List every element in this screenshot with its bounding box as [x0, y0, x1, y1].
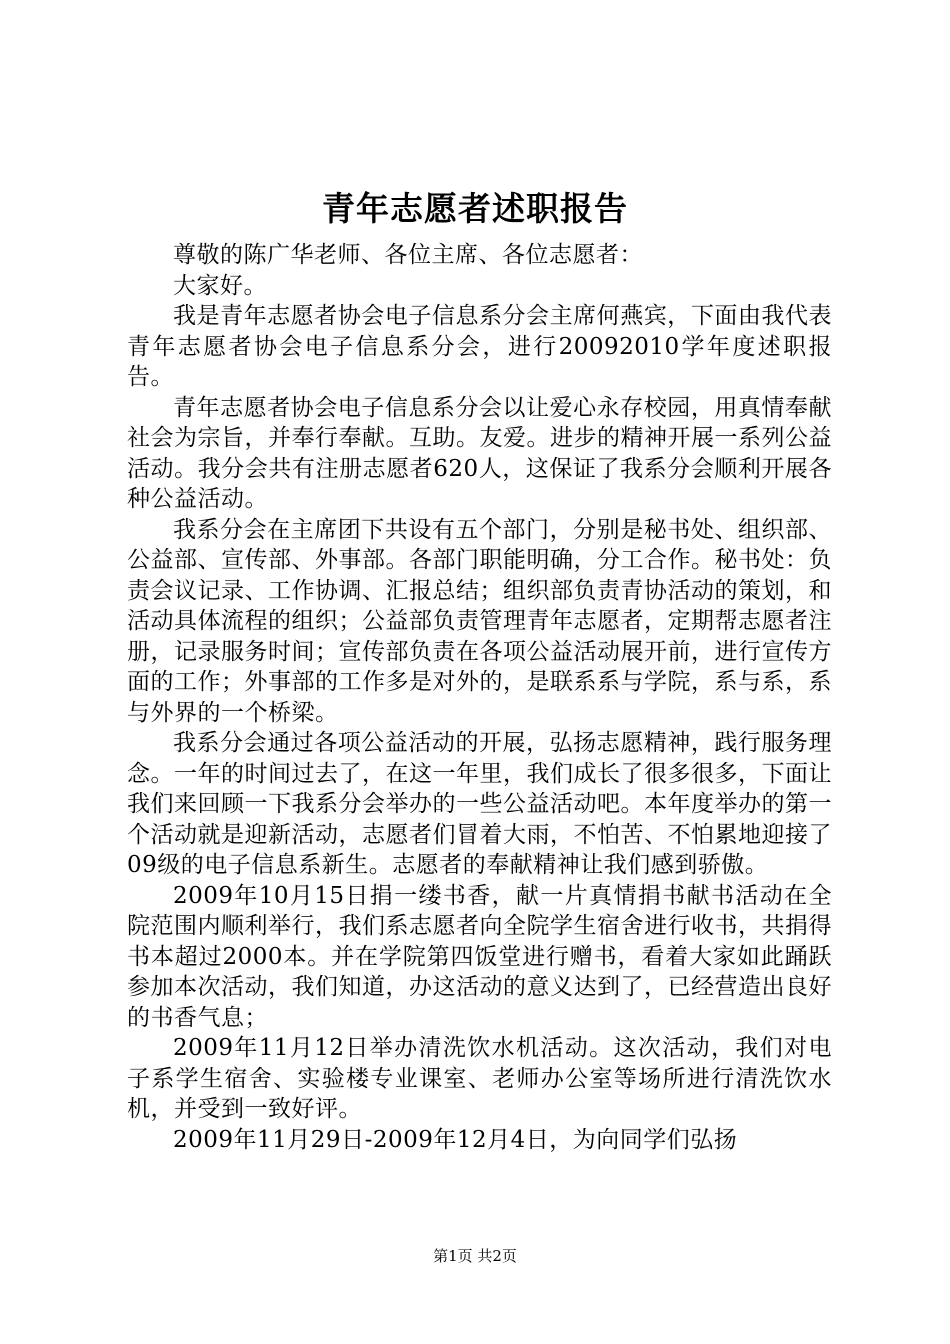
paragraph-purpose: 青年志愿者协会电子信息系分会以让爱心永存校园，用真情奉献社会为宗旨，并奉行奉献。互助。友爱。进步的精神开展一系列公益活动。我分会共有注册志愿者620人，这保证了我系分会顺利开展各种公益活动。 [127, 394, 832, 512]
paragraph-departments: 我系分会在主席团下共设有五个部门，分别是秘书处、组织部、公益部、宣传部、外事部。各部门职能明确，分工合作。秘书处：负责会议记录、工作协调、汇报总结；组织部负责青协活动的策划，和活动具体流程的组织；公益部负责管理青年志愿者，定期帮志愿者注册，记录服务时间；宣传部负责在各项公益活动展开前，进行宣传方面的工作；外事部的工作多是对外的，是联系系与学院，系与系，系与外界的一个桥梁。 [127, 516, 832, 726]
page-number-footer: 第1页 共2页 [433, 1247, 517, 1265]
paragraph-december-activity: 2009年11月29日-2009年12月4日，为向同学们弘扬 [173, 1126, 738, 1153]
paragraph-salutation: 尊敬的陈广华老师、各位主席、各位志愿者： [173, 242, 643, 268]
paragraph-water-dispenser: 2009年11月12日举办清洗饮水机活动。这次活动，我们对电子系学生宿舍、实验楼专业课室、老师办公室等场所进行清洗饮水机，并受到一致好评。 [127, 1035, 832, 1122]
paragraph-intro: 我是青年志愿者协会电子信息系分会主席何燕宾，下面由我代表青年志愿者协会电子信息系分会，进行20092010学年度述职报告。 [127, 303, 832, 390]
paragraph-book-donation: 2009年10月15日捐一缕书香，献一片真情捐书献书活动在全院范围内顺利举行，我们系志愿者向全院学生宿舍进行收书，共捐得书本超过2000本。并在学院第四饭堂进行赠书，看着大家如此踊跃参加本次活动，我们知道，办这活动的意义达到了，已经营造出良好的书香气息； [127, 882, 832, 1031]
document-title: 青年志愿者述职报告 [322, 189, 628, 228]
paragraph-activities-review: 我系分会通过各项公益活动的开展，弘扬志愿精神，践行服务理念。一年的时间过去了，在这一年里，我们成长了很多很多，下面让我们来回顾一下我系分会举办的一些公益活动吧。本年度举办的第一个活动就是迎新活动，志愿者们冒着大雨，不怕苦、不怕累地迎接了09级的电子信息系新生。志愿者的奉献精神让我们感到骄傲。 [127, 730, 832, 878]
paragraph-greeting: 大家好。 [173, 272, 267, 299]
document-body [127, 240, 832, 1155]
